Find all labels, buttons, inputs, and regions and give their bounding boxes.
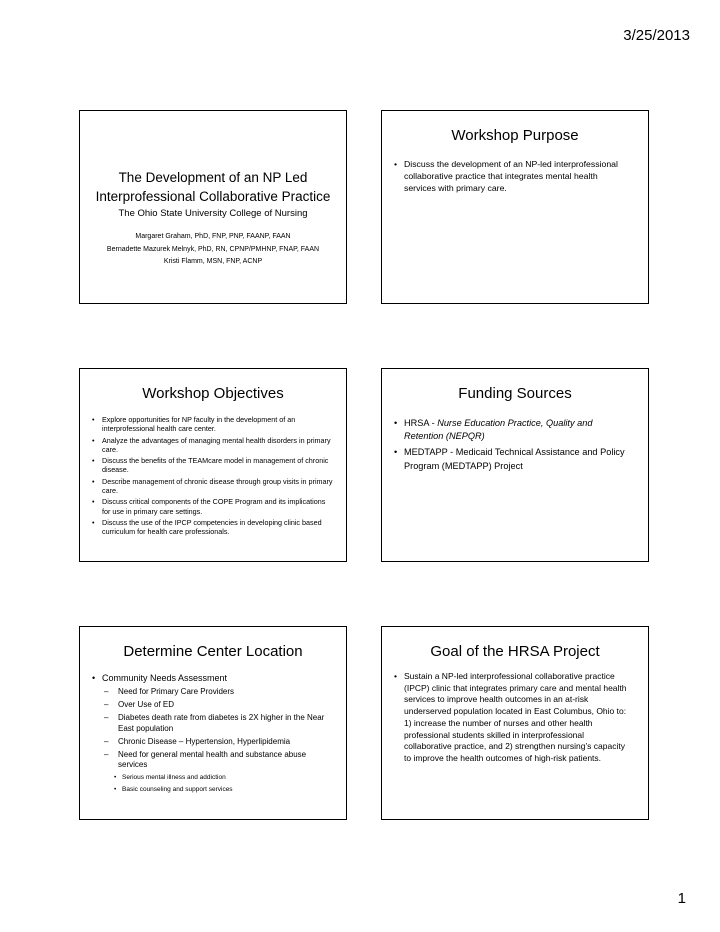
bullet-list [382, 660, 648, 765]
bullet-item: • Describe management of chronic disease through group visits in primary care. [92, 477, 334, 496]
author-2: Bernadette Mazurek Melnyk, PhD, RN, CPNP/PMHNP, FNAP, FAAN [106, 245, 320, 253]
bullet-list [80, 402, 346, 537]
title-slide [79, 110, 347, 304]
page-number: 1 [677, 890, 686, 907]
author-3: Kristi Flamm, MSN, FNP, ACNP [163, 258, 263, 265]
bullet-item: • Explore opportunities for NP faculty in the development of an interprofessional health care center. [92, 415, 334, 434]
sub-bullet-item: – Need for Primary Care Providers [100, 687, 332, 698]
purpose-slide [381, 110, 649, 304]
sub-sub-bullet-item: • Basic counseling and support services [114, 785, 332, 795]
slide-title: Determine Center Location [123, 643, 303, 660]
sub-bullet-item: – Over Use of ED [100, 700, 332, 711]
goal-slide [381, 626, 649, 820]
bullet-item: • Discuss the benefits of the TEAMcare model in management of chronic disease. [92, 456, 334, 475]
bullet-item [394, 417, 634, 443]
author-list [80, 231, 346, 269]
title-line-2: Interprofessional Collaborative Practice [95, 189, 331, 204]
slide-title: Funding Sources [458, 385, 572, 402]
funding-slide [381, 368, 649, 562]
bullet-list [382, 144, 648, 194]
slide-title: Workshop Purpose [451, 127, 579, 144]
author-1: Margaret Graham, PhD, FNP, PNP, FAANP, FAAN [135, 233, 291, 240]
sub-bullet-item: – Diabetes death rate from diabetes is 2X higher in the Near East population [100, 713, 332, 734]
bullet-item: • Discuss the use of the IPCP competencies in developing clinic based curriculum for health care professionals. [92, 518, 334, 537]
hrsa-label: HRSA - [404, 418, 438, 428]
bullet-item: • Discuss critical components of the COPE Program and its implications for use in primary care settings. [92, 497, 334, 516]
bullet-item: • Sustain a NP-led interprofessional collaborative practice (IPCP) clinic that integrates primary care and mental health services to improve health outcomes in an at-risk underserved population located in East Columbus, Ohio to: 1) increase the number of nurses and other health professional students skilled in interprofessional collaborative practice, and 2) strengthen nursing’s capacity to improve the health outcomes of high-risk patients. [394, 671, 634, 765]
slide-title: Workshop Objectives [142, 385, 284, 402]
title-line-1: The Development of an NP Led [118, 170, 308, 185]
location-slide [79, 626, 347, 820]
bullet-item: • Community Needs Assessment [92, 672, 332, 684]
bullet-item: • Analyze the advantages of managing mental health disorders in primary care. [92, 436, 334, 455]
sub-bullet-item: – Need for general mental health and substance abuse services [100, 750, 332, 771]
presentation-title [80, 168, 346, 206]
bullet-list [80, 660, 346, 795]
institution-name: The Ohio State University College of Nursing [118, 208, 308, 219]
objectives-slide [79, 368, 347, 562]
nepqr-program-name: Nurse Education Practice, Quality and Retention (NEPQR) [404, 418, 593, 442]
sub-bullet-item: – Chronic Disease – Hypertension, Hyperlipidemia [100, 737, 332, 748]
bullet-list [382, 402, 648, 473]
page-date: 3/25/2013 [623, 27, 690, 44]
bullet-item: • Discuss the development of an NP-led interprofessional collaborative practice that integrates mental health services with primary care. [394, 158, 630, 194]
slide-title: Goal of the HRSA Project [430, 643, 600, 660]
bullet-item: • MEDTAPP - Medicaid Technical Assistance and Policy Program (MEDTAPP) Project [394, 446, 634, 472]
sub-sub-bullet-item: • Serious mental illness and addiction [114, 773, 332, 783]
